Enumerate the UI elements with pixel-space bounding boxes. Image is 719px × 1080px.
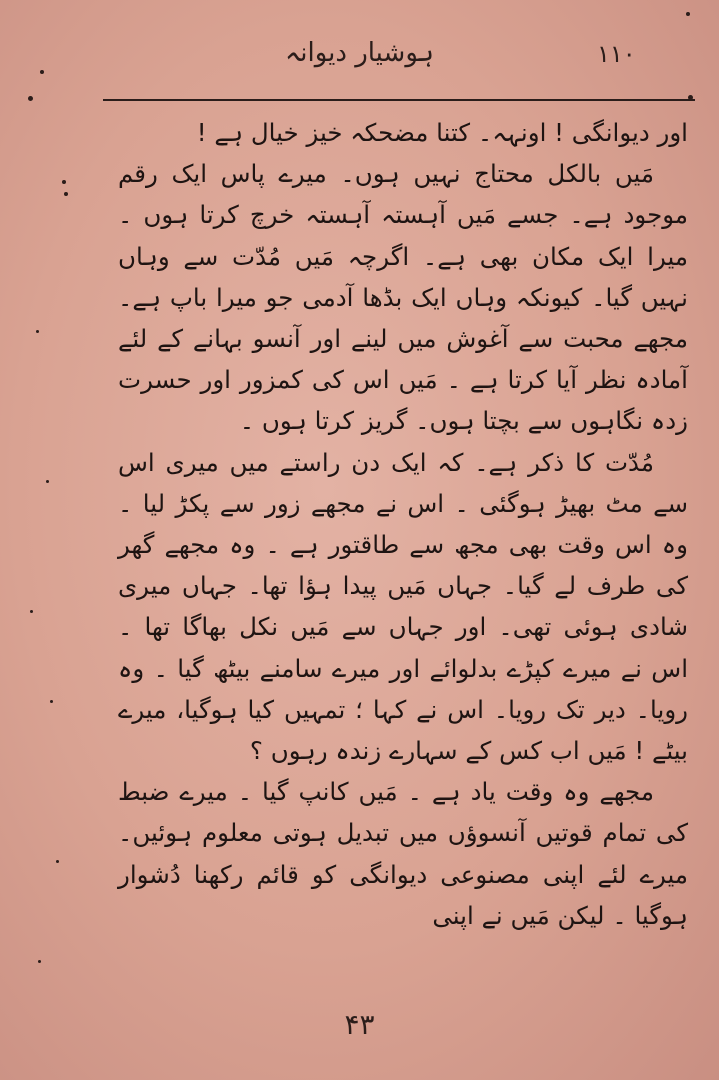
ink-spot: [56, 860, 59, 863]
body-text: [118, 112, 688, 936]
ink-spot: [38, 960, 41, 963]
ink-spot: [46, 480, 49, 483]
ink-spot: [30, 610, 33, 613]
ink-spot: [40, 70, 44, 74]
paragraph: مُدّت کا ذکر ہے۔ کہ ایک دن راستے میں میری اس سے مٹ بھیڑ ہوگئی ۔ اس نے مجھے زور سے پکڑ لیا ۔ وہ اس وقت بھی مجھ سے طاقتور ہے ۔ وہ مجھے گھر کی طرف لے گیا۔ جہاں مَیں پیدا ہؤا تھا۔ جہاں میری شادی ہوئی تھی۔ اور جہاں سے مَیں نکل بھاگا تھا ۔ اس نے میرے کپڑے بدلوائے اور میرے سامنے بیٹھ گیا ۔ وہ رویا۔ دیر تک رویا۔ اس نے کہا ؛ تمہیں کیا ہوگیا، میرے بیٹے ! مَیں اب کس کے سہارے زندہ رہوں ؟: [118, 447, 688, 766]
ink-spot: [64, 192, 68, 196]
ink-spot: [686, 12, 690, 16]
ink-spot: [28, 96, 33, 101]
paragraph: مَیں بالکل محتاج نہیں ہوں۔ میرے پاس ایک رقم موجود ہے۔ جسے مَیں آہستہ آہستہ خرچ کرتا ہوں ۔ میرا ایک مکان بھی ہے۔ اگرچہ مَیں مُدّت سے وہاں نہیں گیا۔ کیونکہ وہاں ایک بڈھا آدمی جو میرا باپ ہے۔ مجھے محبت سے آغوش میں لینے اور آنسو بہانے کے لئے آمادہ نظر آیا کرتا ہے ۔ مَیں اس کی کمزور اور حسرت زدہ نگاہوں سے بچتا ہوں۔ گریز کرتا ہوں ۔: [118, 159, 688, 436]
header-page-number: ۱۱۰: [597, 40, 636, 68]
ink-spot: [36, 330, 39, 333]
header-rule: [103, 99, 695, 101]
running-header-title: ہوشیار دیوانہ: [285, 38, 434, 68]
paragraph: اور دیوانگی ! اونہہ۔ کتنا مضحکہ خیز خیال ہے !: [196, 118, 688, 147]
ink-spot: [50, 700, 53, 703]
paragraph: مجھے وہ وقت یاد ہے ۔ مَیں کانپ گیا ۔ میرے ضبط کی تمام قوتیں آنسوؤں میں تبدیل ہوتی معلوم ہوئیں۔ میرے لئے اپنی مصنوعی دیوانگی کو قائم رکھنا دُشوار ہوگیا ۔ لیکن مَیں نے اپنی: [118, 777, 688, 930]
footer-page-number: ۴۳: [344, 1008, 375, 1041]
ink-spot: [62, 180, 66, 184]
